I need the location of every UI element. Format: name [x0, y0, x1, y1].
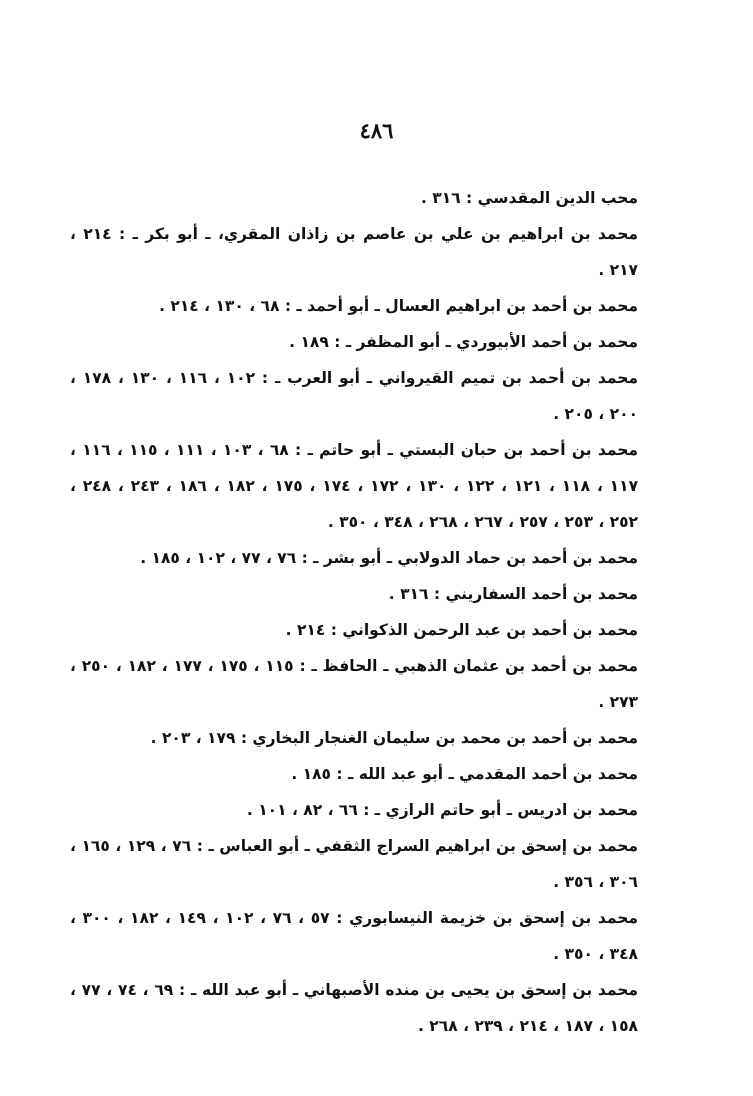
index-entry: محمد بن ابراهيم بن علي بن عاصم بن زاذان المقري، ـ أبو بكر ـ : ٢١٤ ، ٢١٧ .	[70, 225, 638, 279]
index-entry: محمد بن أحمد بن محمد بن سليمان الغنجار البخاري : ١٧٩ ، ٢٠٣ .	[150, 729, 638, 747]
index-entry: محمد بن أحمد السفاريني : ٣١٦ .	[388, 585, 638, 603]
index-entry: محمد بن أحمد بن عثمان الذهبي ـ الحافظ ـ : ١١٥ ، ١٧٥ ، ١٧٧ ، ١٨٢ ، ٢٥٠ ، ٢٧٣ .	[70, 657, 639, 711]
index-entry: محمد بن إسحق بن يحيى بن منده الأصبهاني ـ أبو عبد الله ـ : ٦٩ ، ٧٤ ، ٧٧ ، ١٥٨ ، ١٨٧ ، ٢١٤ ، ٢٣٩ ، ٢٦٨ .	[70, 981, 639, 1035]
index-entry: محمد بن أحمد بن عبد الرحمن الذكواني : ٢١٤ .	[285, 621, 638, 639]
index-entry: محمد بن إسحق بن خزيمة النيسابوري : ٥٧ ، ٧٦ ، ١٠٢ ، ١٤٩ ، ١٨٢ ، ٣٠٠ ، ٣٤٨ ، ٣٥٠ .	[70, 909, 638, 963]
index-entry: محمد بن أحمد بن حبان البستي ـ أبو حاتم ـ : ٦٨ ، ١٠٣ ، ١١١ ، ١١٥ ، ١١٦ ، ١١٧ ، ١١٨ ، ١٢١ ، ١٢٢ ، ١٣٠ ، ١٧٢ ، ١٧٤ ، ١٧٥ ، ١٨٢ ، ١٨٦ ، ٢٤٣ ، ٢٤٨ ، ٢٥٢ ، ٢٥٣ ، ٢٥٧ ، ٢٦٧ ، ٢٦٨ ، ٣٤٨ ، ٣٥٠ .	[70, 441, 639, 531]
index-entry: محمد بن أحمد الأبيوردي ـ أبو المظفر ـ : ١٨٩ .	[289, 333, 638, 351]
index-entries	[70, 180, 638, 1044]
index-entry: محمد بن أحمد بن حماد الدولابي ـ أبو بشر ـ : ٧٦ ، ٧٧ ، ١٠٢ ، ١٨٥ .	[140, 549, 638, 567]
index-entry: محمد بن أحمد بن ابراهيم العسال ـ أبو أحمد ـ : ٦٨ ، ١٣٠ ، ٢١٤ .	[159, 297, 638, 315]
index-entry: محمد بن ادريس ـ أبو حاتم الرازي ـ : ٦٦ ، ٨٢ ، ١٠١ .	[246, 801, 638, 819]
index-entry: محمد بن أحمد بن تميم القيرواني ـ أبو العرب ـ : ١٠٢ ، ١١٦ ، ١٣٠ ، ١٧٨ ، ٢٠٠ ، ٢٠٥ .	[70, 369, 639, 423]
index-entry: محمد بن أحمد المقدمي ـ أبو عبد الله ـ : ١٨٥ .	[291, 765, 638, 783]
index-entry: محب الدين المقدسي : ٣١٦ .	[420, 189, 638, 207]
index-entry: محمد بن إسحق بن ابراهيم السراج الثقفي ـ أبو العباس ـ : ٧٦ ، ١٢٩ ، ١٦٥ ، ٣٠٦ ، ٣٥٦ .	[70, 837, 638, 891]
page-number: ٤٨٦	[359, 118, 394, 143]
